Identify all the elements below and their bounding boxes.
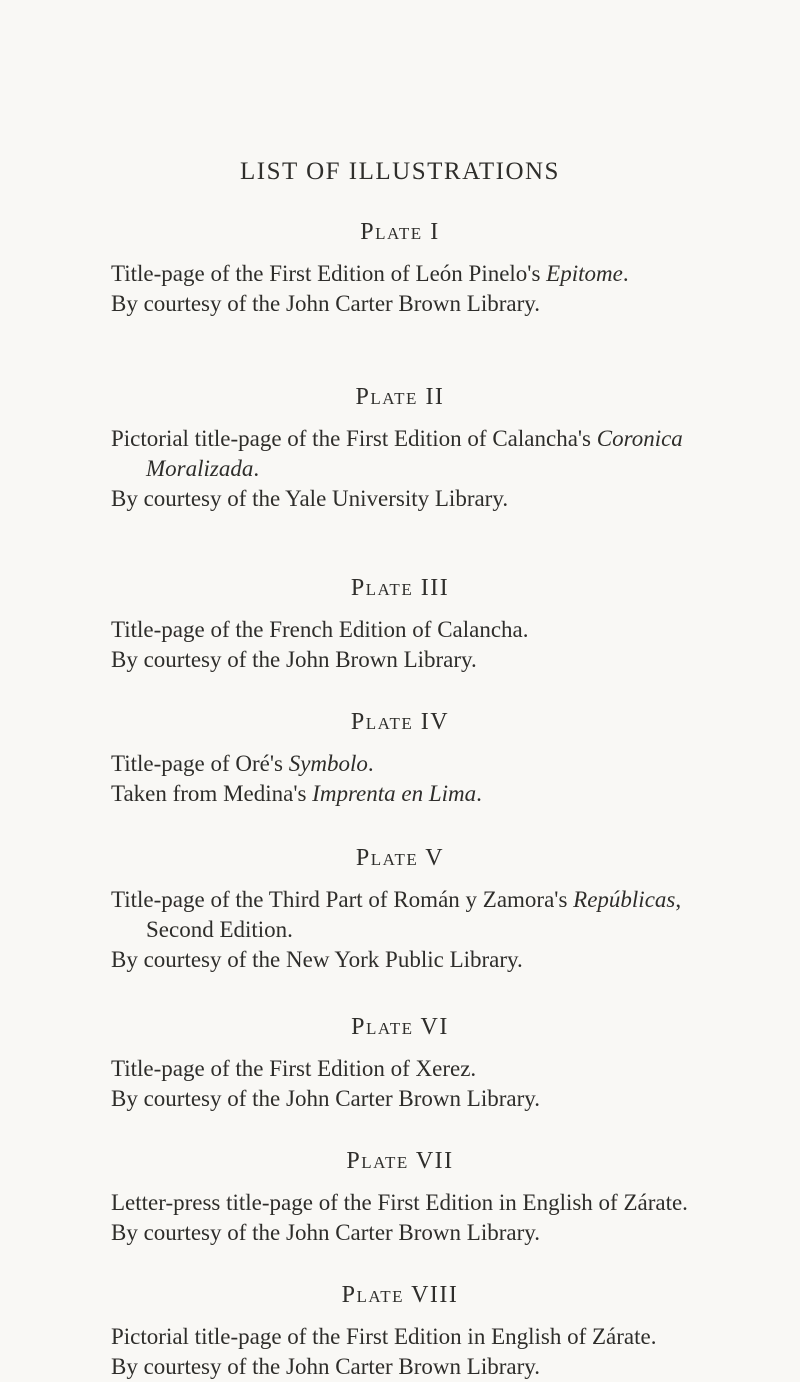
plate-heading: Plate V [355,845,445,871]
plate-entry [0,843,800,975]
caption-text: Title-page of the First Edition of León Pinelo's [111,261,547,286]
book-title: Moralizada [146,456,254,481]
caption-text: Title-page of the First Edition of Xerez. [111,1056,477,1081]
caption-text: Title-page of the French Edition of Calancha. [111,617,529,642]
page-title: LIST OF ILLUSTRATIONS [240,158,560,185]
caption-text: By courtesy of the New York Public Library. [111,947,523,972]
caption-line [146,915,800,945]
punctuation: . [367,751,374,776]
caption-text: Pictorial title-page of the First Edition of Calancha's [111,426,597,451]
caption-line [111,484,800,514]
book-title: Repúblicas [573,887,676,912]
caption-line [111,1218,800,1248]
caption-text: By courtesy of the John Brown Library. [111,647,477,672]
caption-line [111,779,800,809]
caption-text: By courtesy of the John Carter Brown Library. [111,1220,541,1245]
plate-entry [0,217,800,319]
caption-text: Title-page of the Third Part of Román y Zamora's [111,887,574,912]
caption-line [146,454,800,484]
caption-text: Taken from Medina's [111,781,313,806]
plate-heading: Plate VIII [341,1282,459,1308]
caption-line [111,1188,800,1218]
caption-line [111,749,800,779]
book-title: Coronica [596,426,683,451]
plate-heading: Plate VII [346,1148,454,1174]
caption-line [111,1352,800,1382]
caption-line [111,885,800,915]
caption-line [111,424,800,454]
plate-entry [0,1012,800,1114]
caption-line [111,645,800,675]
caption-text: Letter-press title-page of the First Edition in English of Zárate. [111,1190,688,1215]
punctuation: . [476,781,482,806]
caption-text: By courtesy of the Yale University Library. [111,486,509,511]
plate-entry [0,1280,800,1382]
punctuation: , [675,887,682,912]
caption-line [111,615,800,645]
book-title: Symbolo [288,751,368,776]
plate-heading: Plate II [355,384,445,410]
caption-line [111,289,800,319]
plate-entry [0,707,800,809]
punctuation: . [622,261,629,286]
caption-line [111,945,800,975]
plate-heading: Plate IV [350,709,450,735]
caption-text: By courtesy of the John Carter Brown Library. [111,291,541,316]
caption-line [111,1084,800,1114]
plate-entry [0,382,800,514]
book-title: Imprenta en Lima [312,781,477,806]
plate-entry [0,573,800,675]
caption-text: Pictorial title-page of the First Edition in English of Zárate. [111,1324,657,1349]
caption-line [111,1322,800,1352]
caption-text: By courtesy of the John Carter Brown Library. [111,1086,541,1111]
caption-line [111,259,800,289]
book-title: Epitome [546,261,623,286]
caption-text: By courtesy of the John Carter Brown Library. [111,1354,541,1379]
plate-entry [0,1146,800,1248]
plate-heading: Plate VI [351,1014,449,1040]
plate-heading: Plate III [350,575,450,601]
caption-text: Second Edition. [146,917,293,942]
punctuation: . [253,456,260,481]
plate-heading: Plate I [360,219,440,245]
caption-line [111,1054,800,1084]
caption-text: Title-page of Oré's [111,751,289,776]
